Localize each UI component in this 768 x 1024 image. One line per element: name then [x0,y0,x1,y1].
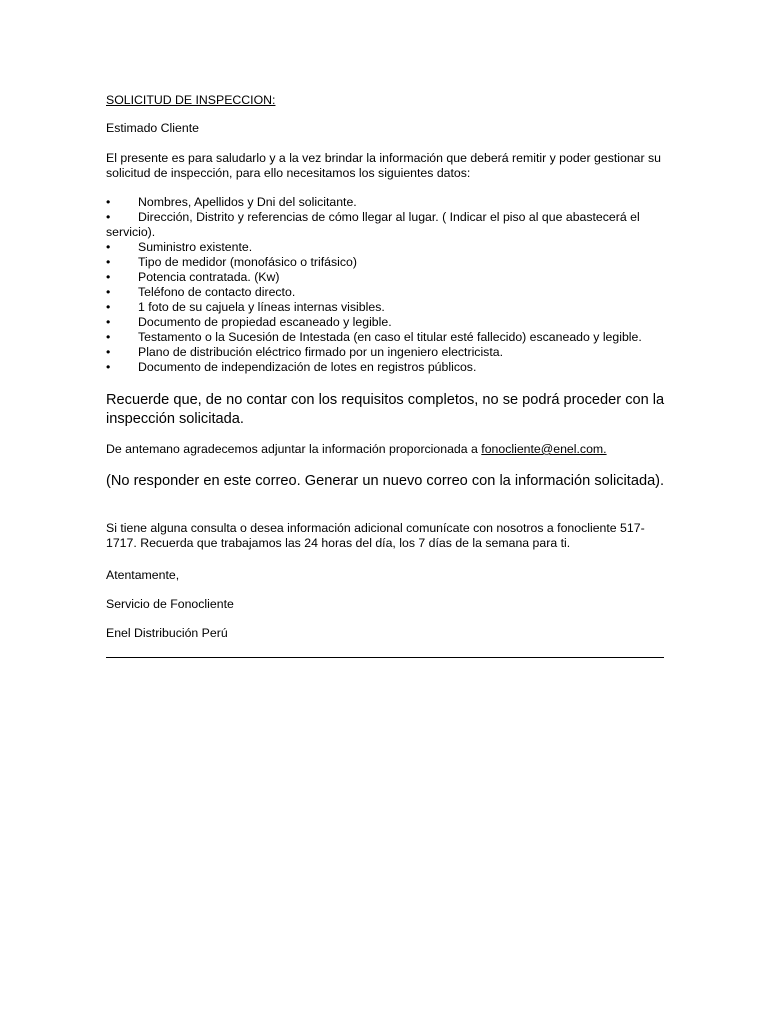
list-item [106,195,666,210]
list-item [106,330,666,345]
bullet-icon: • [106,270,111,284]
list-item [106,210,666,240]
list-item-text: Teléfono de contacto directo. [138,285,296,299]
thanks-text: De antemano agradecemos adjuntar la información proporcionada a [106,442,482,456]
list-item-text: 1 foto de su cajuela y líneas internas visibles. [138,300,385,314]
document-page [106,0,666,1024]
divider-line [106,657,664,658]
list-item-text: Suministro existente. [138,240,253,254]
bullet-icon: • [106,360,111,374]
list-item-text: Testamento o la Sucesión de Intestada (en caso el titular esté fallecido) escaneado y legible. [138,330,642,344]
bullet-icon: • [106,210,111,224]
signature-service: Servicio de Fonocliente [106,597,234,611]
bullet-icon: • [106,195,111,209]
list-item-text: Documento de propiedad escaneado y legible. [138,315,392,329]
document-title: SOLICITUD DE INSPECCION: [106,93,276,107]
list-item [106,345,666,360]
bullet-icon: • [106,240,111,254]
list-item-text: Potencia contratada. (Kw) [138,270,280,284]
list-item [106,300,666,315]
list-item [106,285,666,300]
requirements-warning: Recuerde que, de no contar con los requisitos completos, no se podrá proceder con la inspección solicitada. [106,392,665,427]
no-reply-notice: (No responder en este correo. Generar un nuevo correo con la información solicitada). [106,473,665,489]
contact-paragraph: Si tiene alguna consulta o desea información adicional comunícate con nosotros a fonocliente 517-1717. Recuerda que trabajamos las 24 horas del día, los 7 días de la semana para ti. [106,521,645,550]
intro-paragraph: El presente es para saludarlo y a la vez brindar la información que deberá remitir y poder gestionar su solicitud de inspección, para ello necesitamos los siguientes datos: [106,151,662,180]
closing: Atentamente, [106,568,180,582]
list-item [106,360,666,375]
bullet-icon: • [106,315,111,329]
email-link[interactable]: fonocliente@enel.com. [481,442,607,456]
bullet-icon: • [106,345,111,359]
list-item-text: Tipo de medidor (monofásico o trifásico) [138,255,357,269]
bullet-icon: • [106,255,111,269]
signature-company: Enel Distribución Perú [106,626,228,640]
list-item-text: Dirección, Distrito y referencias de cómo llegar al lugar. ( Indicar el piso al que abastecerá el servicio). [106,210,640,239]
bullet-icon: • [106,330,111,344]
list-item-text: Plano de distribución eléctrico firmado por un ingeniero electricista. [138,345,503,359]
bullet-icon: • [106,300,111,314]
greeting: Estimado Cliente [106,121,199,135]
bullet-icon: • [106,285,111,299]
list-item [106,315,666,330]
list-item [106,270,666,285]
list-item-text: Documento de independización de lotes en registros públicos. [138,360,477,374]
list-item [106,255,666,270]
thanks-line [106,442,607,456]
list-item [106,240,666,255]
requirements-list [106,195,666,375]
list-item-text: Nombres, Apellidos y Dni del solicitante. [138,195,357,209]
